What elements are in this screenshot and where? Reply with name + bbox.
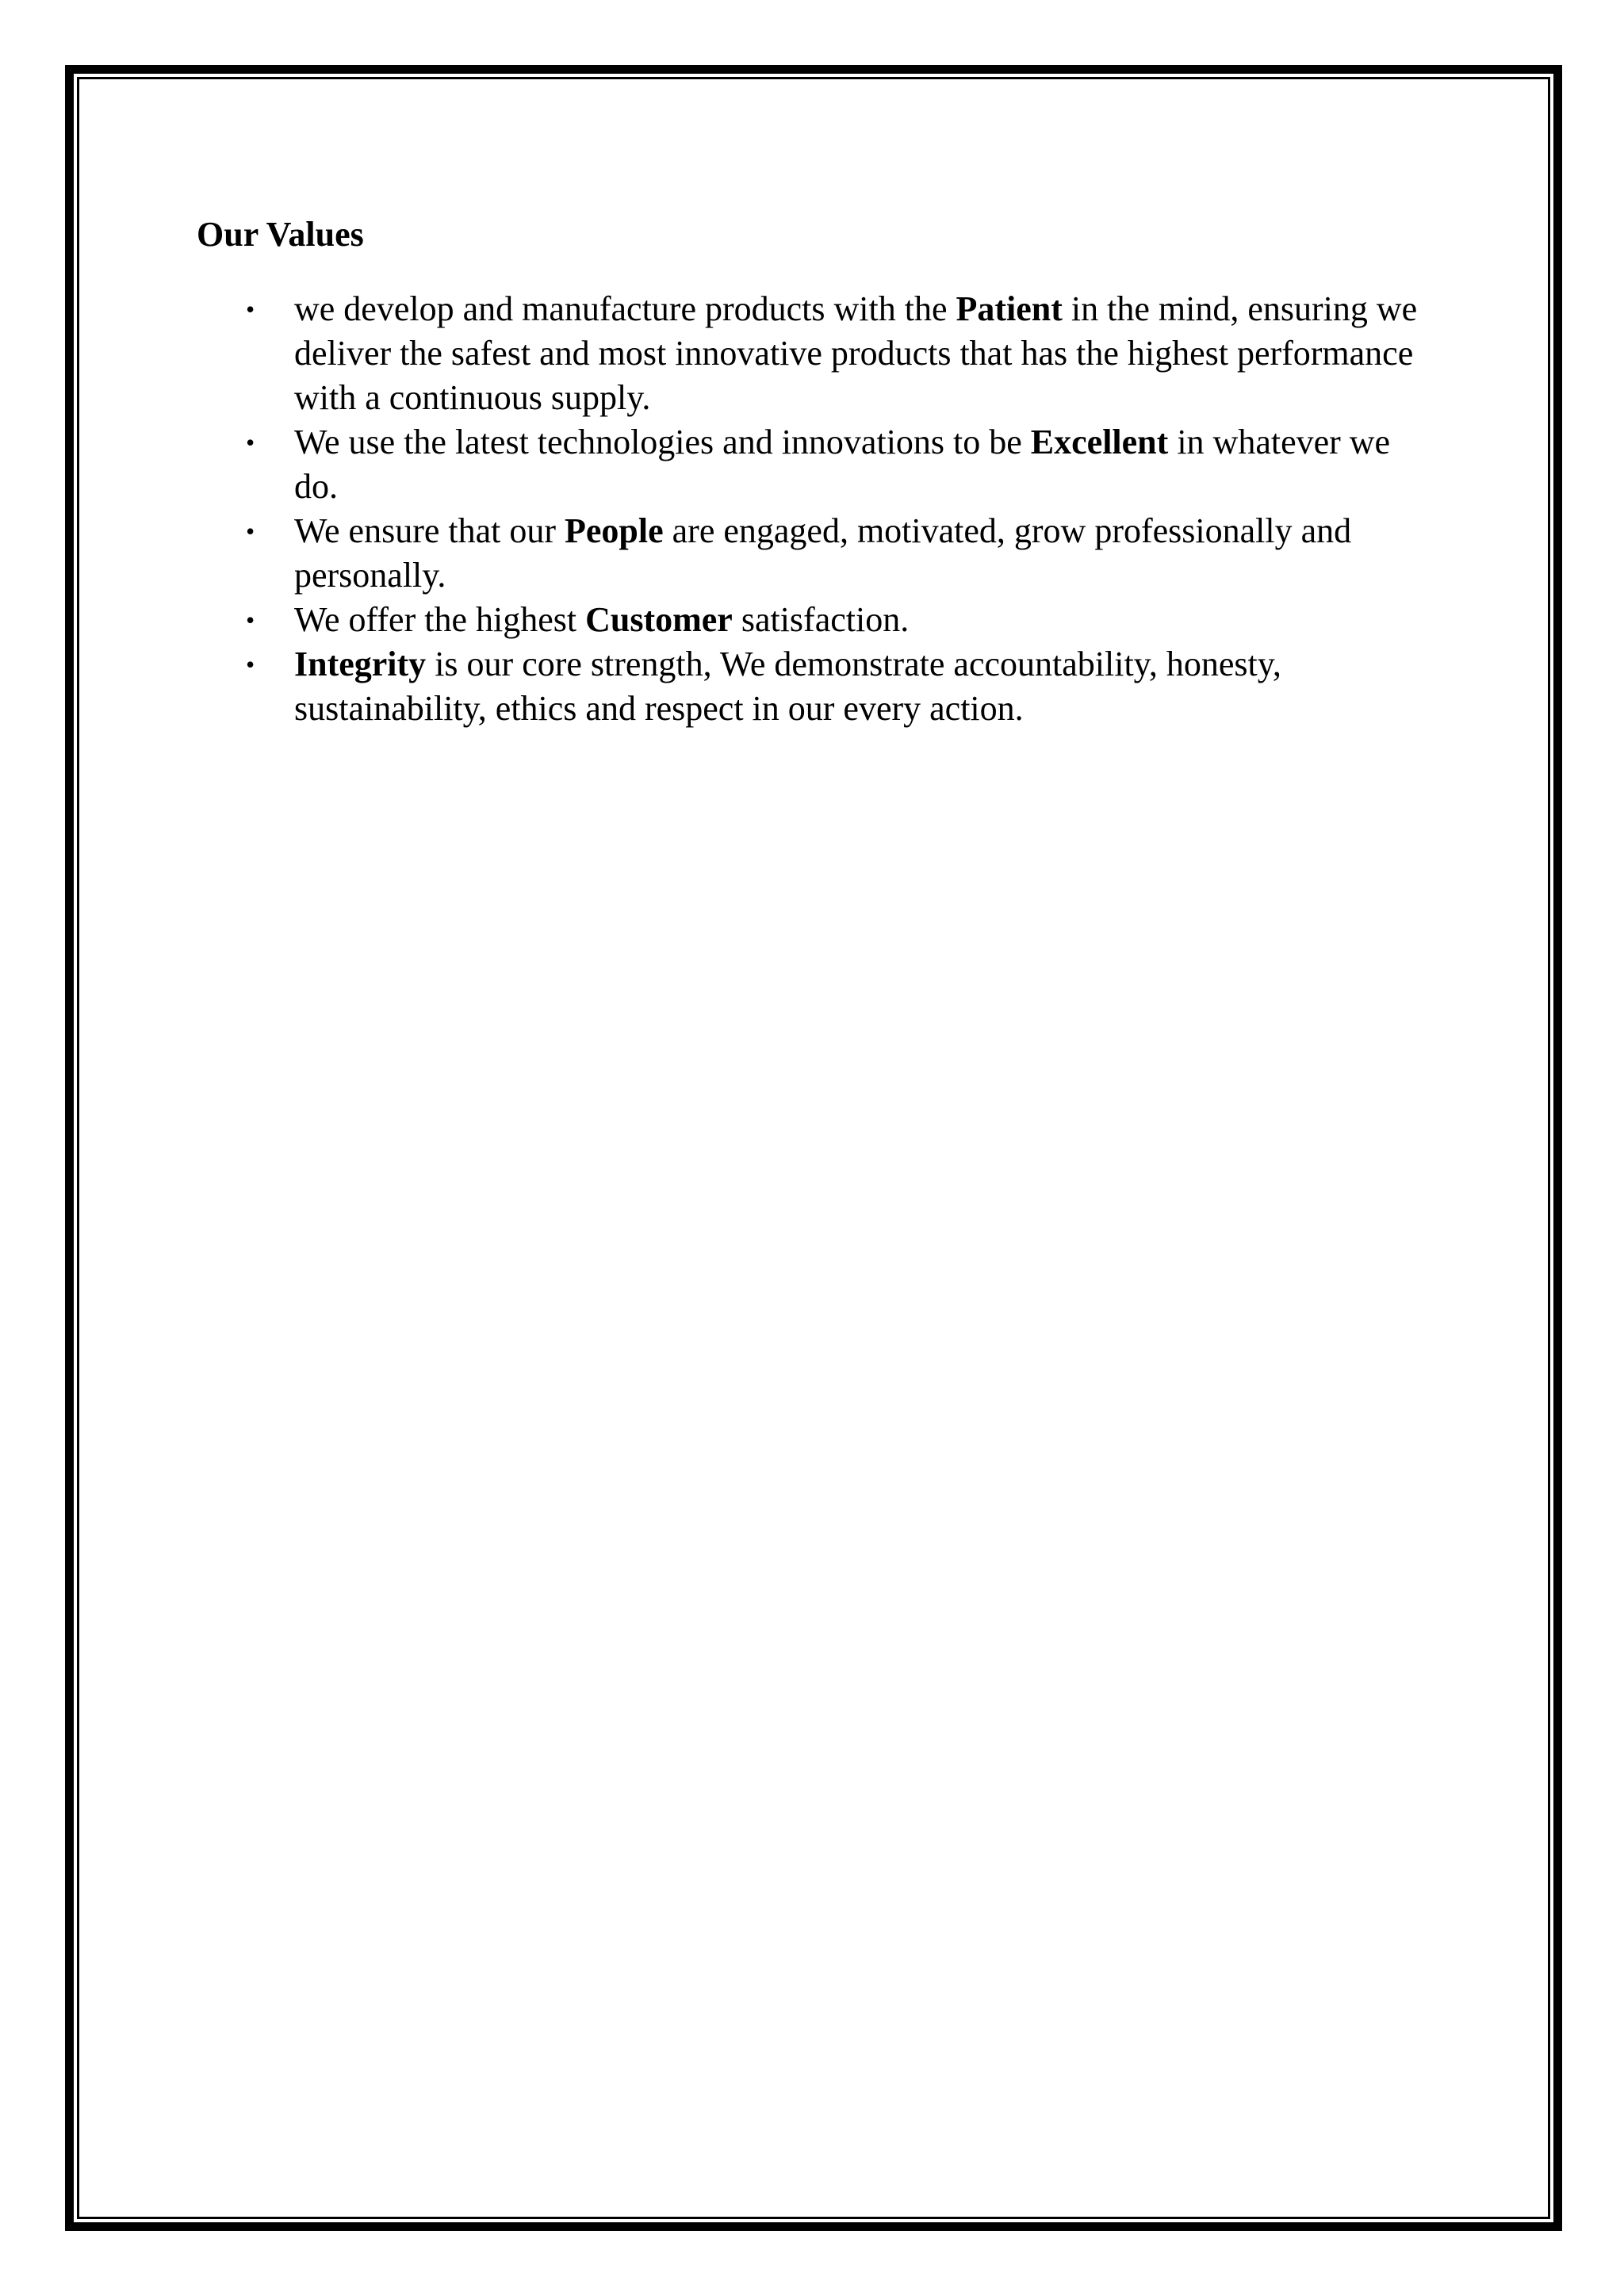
item-text-before: We ensure that our (294, 511, 565, 550)
list-item (197, 287, 1434, 420)
item-keyword: Patient (956, 289, 1063, 328)
item-text-after: in whatever we do. (294, 423, 1391, 506)
item-text-after: are engaged, motivated, grow professionally and personally. (294, 511, 1352, 595)
page-content (197, 211, 1434, 731)
item-keyword: People (565, 511, 664, 550)
item-text-after: is our core strength, We demonstrate accountability, honesty, sustainability, ethics and respect in our every action. (294, 645, 1281, 728)
bullet-icon: • (246, 650, 255, 679)
item-text-before: we develop and manufacture products with the (294, 289, 956, 328)
bullet-icon: • (246, 428, 255, 457)
bullet-icon: • (246, 606, 255, 634)
item-keyword: Customer (585, 600, 733, 639)
bullet-icon: • (246, 517, 255, 545)
list-item (197, 598, 1434, 642)
list-item (197, 509, 1434, 598)
section-heading: Our Values (197, 215, 364, 254)
values-list (197, 287, 1434, 731)
item-text-after: satisfaction. (732, 600, 910, 639)
bullet-icon: • (246, 295, 255, 323)
item-text-after: in the mind, ensuring we deliver the safest and most innovative products that has the highest performance with a continuous supply. (294, 289, 1418, 417)
list-item (197, 642, 1434, 731)
item-keyword: Integrity (294, 645, 427, 683)
item-text-before: We use the latest technologies and innovations to be (294, 423, 1031, 461)
list-item (197, 420, 1434, 509)
item-keyword: Excellent (1030, 423, 1169, 461)
item-text-before: We offer the highest (294, 600, 586, 639)
